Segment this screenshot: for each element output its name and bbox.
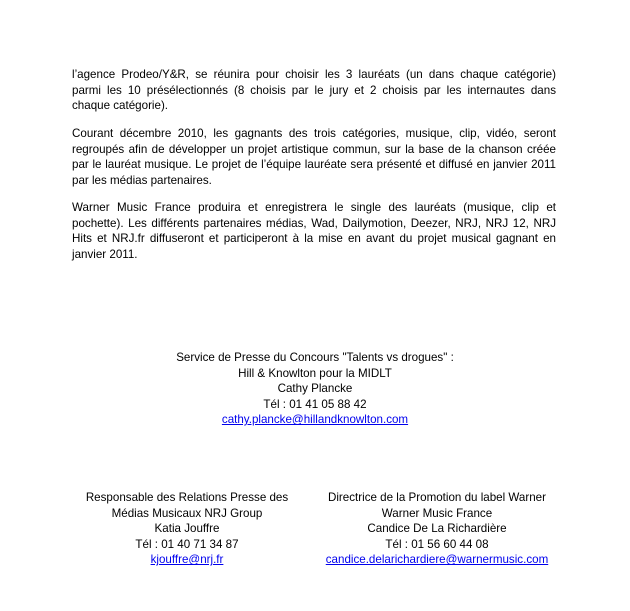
- paragraph-line: Hits et NRJ.fr diffuseront et participeront à la mise en avant du projet musical gagnant en: [72, 232, 556, 245]
- warner-contact-phone: Tél : 01 56 60 44 08: [385, 537, 489, 551]
- paragraph-line: Courant décembre 2010, les gagnants des trois catégories, musique, clip, vidéo, seront: [72, 127, 556, 140]
- paragraph-warner: [72, 200, 556, 262]
- nrj-contact-organization: Médias Musicaux NRJ Group: [111, 506, 263, 520]
- paragraph-line: regroupés afin de développer un projet artistique commun, sur la base de la chanson créée: [72, 142, 556, 156]
- press-service-title: Service de Presse du Concours "Talents vs drogues" :: [176, 351, 454, 364]
- paragraph-line: Warner Music France produira et enregistrera le single des lauréats (musique, clip et: [72, 201, 556, 214]
- paragraph-line: chaque catégorie).: [72, 99, 169, 112]
- paragraph-line: parmi les 10 présélectionnés (8 choisis par le jury et 2 choisis par les internautes dans: [72, 83, 556, 97]
- warner-contact-block: [318, 490, 556, 568]
- press-service-block: [0, 350, 630, 428]
- paragraph-line: par les médias partenaires.: [72, 173, 212, 187]
- paragraph-december: [72, 126, 556, 188]
- paragraph-selection: [72, 67, 556, 114]
- warner-contact-role: Directrice de la Promotion du label Warner: [327, 491, 546, 504]
- nrj-contact-name: Katia Jouffre: [154, 522, 220, 536]
- press-contact-phone: Tél : 01 41 05 88 42: [263, 397, 367, 411]
- nrj-contact-phone: Tél : 01 40 71 34 87: [135, 537, 239, 551]
- warner-contact-email-link[interactable]: candice.delarichardiere@warnermusic.com: [325, 553, 549, 567]
- paragraph-line: par le lauréat musique. Le projet de l’équipe lauréate sera présenté et diffusé en janvier 2011: [72, 158, 556, 171]
- nrj-contact-email-link[interactable]: kjouffre@nrj.fr: [150, 553, 224, 567]
- warner-contact-name: Candice De La Richardière: [367, 522, 507, 536]
- nrj-contact-role: Responsable des Relations Presse des: [85, 491, 289, 504]
- press-contact-email-link[interactable]: cathy.plancke@hillandknowlton.com: [221, 413, 409, 427]
- paragraph-line: l’agence Prodeo/Y&R, se réunira pour choisir les 3 lauréats (un dans chaque catégorie): [72, 68, 556, 81]
- paragraph-line: pochette). Les différents partenaires médias, Wad, Dailymotion, Deezer, NRJ, NRJ 12, NRJ: [72, 216, 556, 230]
- press-contact-name: Cathy Plancke: [277, 382, 353, 396]
- paragraph-line: janvier 2011.: [72, 247, 138, 261]
- warner-contact-organization: Warner Music France: [381, 506, 493, 520]
- press-agency: Hill & Knowlton pour la MIDLT: [238, 366, 392, 380]
- nrj-contact-block: [72, 490, 302, 568]
